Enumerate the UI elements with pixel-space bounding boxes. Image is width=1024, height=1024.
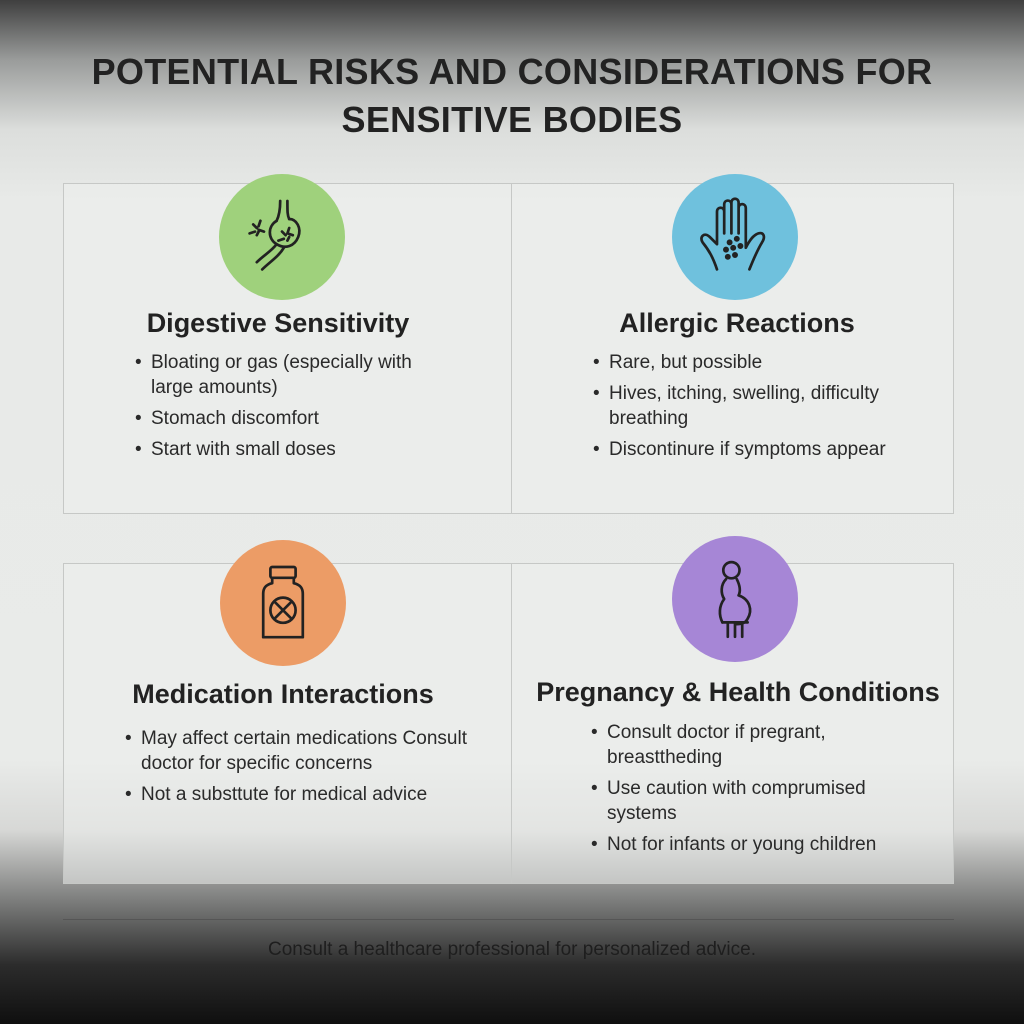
list-item: • Stomach discomfort	[135, 406, 455, 431]
list-item: • Not a substtute for medical advice	[125, 782, 495, 807]
list-item: • Use caution with comprumised systems	[591, 776, 921, 826]
list-item: • May affect certain medications Consult doctor for specific concerns	[125, 726, 495, 776]
allergic-reactions-list	[593, 350, 913, 468]
page-title-line-1: POTENTIAL RISKS AND CONSIDERATIONS FOR	[91, 51, 933, 92]
medicine-bottle-icon	[220, 540, 346, 666]
medication-interactions-list	[125, 726, 495, 813]
pregnancy-health-list	[591, 720, 921, 863]
footer-note: Consult a healthcare professional for personalized advice.	[268, 939, 756, 960]
list-item: • Start with small doses	[135, 437, 455, 462]
medication-interactions-heading: Medication Interactions	[132, 679, 434, 709]
digestive-sensitivity-list	[135, 350, 455, 468]
list-item: • Not for infants or young children	[591, 832, 921, 857]
list-item: • Discontinure if symptoms appear	[593, 437, 913, 462]
list-item: • Hives, itching, swelling, difficulty breathing	[593, 381, 913, 431]
hand-rash-icon	[672, 174, 798, 300]
page-title	[0, 48, 1024, 144]
list-item: • Bloating or gas (especially with large amounts)	[135, 350, 455, 400]
list-item: • Rare, but possible	[593, 350, 913, 375]
stomach-icon	[219, 174, 345, 300]
footer-divider	[63, 919, 954, 920]
list-item: • Consult doctor if pregrant, breasttheding	[591, 720, 921, 770]
page-title-line-2: SENSITIVE BODIES	[341, 99, 683, 140]
pregnant-woman-icon	[672, 536, 798, 662]
pregnancy-health-heading: Pregnancy & Health Conditions	[536, 677, 940, 707]
digestive-sensitivity-heading: Digestive Sensitivity	[146, 308, 410, 338]
allergic-reactions-heading: Allergic Reactions	[619, 308, 855, 338]
